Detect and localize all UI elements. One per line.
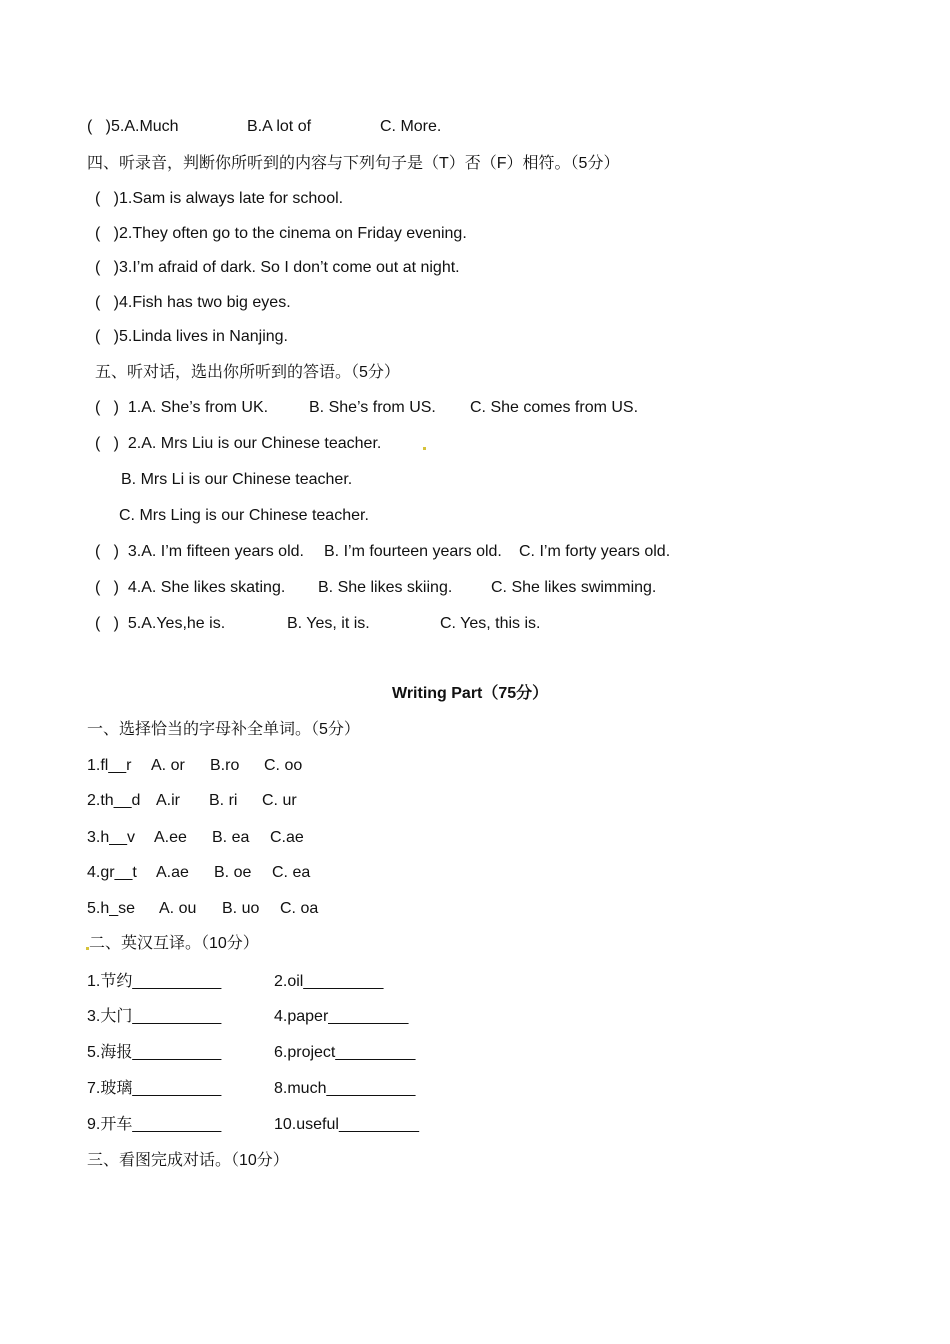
s5-q3-a: ( ) 3.A. I’m fifteen years old. (95, 543, 304, 560)
option-b: B. oe (214, 864, 252, 881)
writing-part-title: Writing Part（75分） (392, 685, 549, 702)
s5-q3-b: B. I’m fourteen years old. (324, 543, 502, 560)
translation-item: 10.useful_________ (274, 1116, 420, 1133)
option-a: A.ae (156, 864, 189, 881)
stray-mark (423, 447, 426, 450)
section4-heading: 四、听录音，判断你所听到的内容与下列句子是（T）否（F）相符。（5分） (87, 155, 620, 172)
translation-item: 5.海报__________ (87, 1044, 222, 1061)
option-a: A. ou (159, 900, 197, 917)
option-b: B. ri (209, 792, 238, 809)
word-stem: 4.gr__t (87, 864, 137, 881)
word-stem: 2.th__d (87, 792, 141, 809)
option-c: C.ae (270, 829, 304, 846)
option-c: C. ea (272, 864, 311, 881)
s5-q5-b: B. Yes, it is. (287, 615, 370, 632)
word-stem: 1.fl__r (87, 757, 132, 774)
s5-q4-c: C. She likes swimming. (491, 579, 657, 596)
s5-q4-a: ( ) 4.A. She likes skating. (95, 579, 286, 596)
option-c: C. ur (262, 792, 297, 809)
s5-q4-b: B. She likes skiing. (318, 579, 453, 596)
q5-option-b: B.A lot of (247, 118, 312, 135)
q5-stem: ( )5.A.Much (87, 118, 179, 135)
writing-s3-heading: 三、看图完成对话。（10分） (87, 1152, 289, 1169)
option-b: B. uo (222, 900, 260, 917)
option-b: B.ro (210, 757, 240, 774)
s5-q3-c: C. I’m forty years old. (519, 543, 671, 560)
s5-q5-a: ( ) 5.A.Yes,he is. (95, 615, 226, 632)
s5-q5-c: C. Yes, this is. (440, 615, 541, 632)
translation-item: 8.much__________ (274, 1080, 416, 1097)
option-a: A.ir (156, 792, 180, 809)
s5-q1-a: ( ) 1.A. She’s from UK. (95, 399, 269, 416)
option-a: A. or (151, 757, 185, 774)
s5-q2-c: C. Mrs Ling is our Chinese teacher. (119, 507, 369, 524)
s5-q1-b: B. She’s from US. (309, 399, 436, 416)
s5-q2-b: B. Mrs Li is our Chinese teacher. (121, 471, 353, 488)
option-c: C. oa (280, 900, 319, 917)
translation-item: 2.oil_________ (274, 973, 384, 990)
s5-q1-c: C. She comes from US. (470, 399, 639, 416)
word-stem: 5.h_se (87, 900, 136, 917)
section4-item: ( )1.Sam is always late for school. (95, 190, 344, 207)
s5-q2-a: ( ) 2.A. Mrs Liu is our Chinese teacher. (95, 435, 382, 452)
translation-item: 1.节约__________ (87, 973, 222, 990)
section4-item: ( )3.I’m afraid of dark. So I don’t come out at night. (95, 259, 460, 276)
writing-s2-heading: 二、英汉互译。（10分） (89, 935, 259, 952)
word-stem: 3.h__v (87, 829, 136, 846)
section5-heading: 五、听对话，选出你所听到的答语。（5分） (95, 364, 400, 381)
q5-option-c: C. More. (380, 118, 442, 135)
section4-item: ( )2.They often go to the cinema on Friday evening. (95, 225, 467, 242)
translation-item: 6.project_________ (274, 1044, 416, 1061)
section4-item: ( )5.Linda lives in Nanjing. (95, 328, 288, 345)
writing-s1-heading: 一、选择恰当的字母补全单词。（5分） (87, 721, 360, 738)
translation-item: 9.开车__________ (87, 1116, 222, 1133)
option-b: B. ea (212, 829, 250, 846)
section4-item: ( )4.Fish has two big eyes. (95, 294, 291, 311)
option-c: C. oo (264, 757, 303, 774)
translation-item: 7.玻璃__________ (87, 1080, 222, 1097)
translation-item: 3.大门__________ (87, 1008, 222, 1025)
option-a: A.ee (154, 829, 187, 846)
translation-item: 4.paper_________ (274, 1008, 409, 1025)
